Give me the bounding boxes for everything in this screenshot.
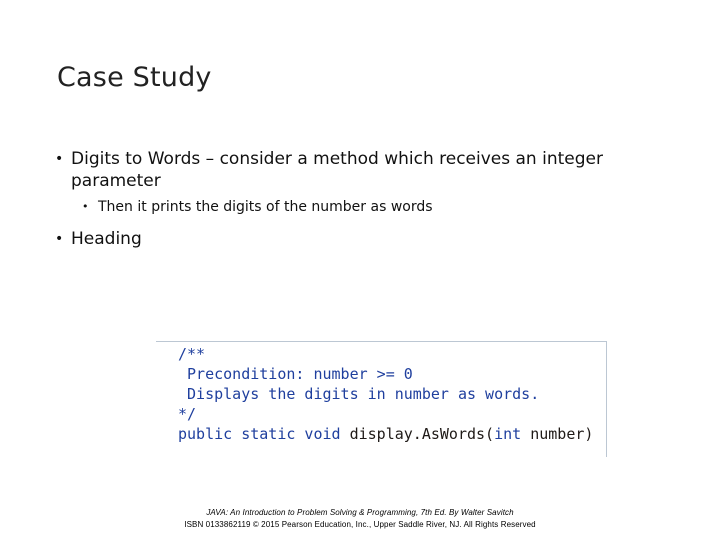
bullet-dot-icon: • xyxy=(82,200,89,213)
slide-title: Case Study xyxy=(57,62,212,93)
bullet-dot-icon: • xyxy=(55,231,64,247)
sub-bullet-text: Then it prints the digits of the number as words xyxy=(98,199,433,215)
bullet-item xyxy=(55,228,675,250)
footer-copyright: ISBN 0133862119 © 2015 Pearson Education, Inc., Upper Saddle River, NJ. All Rights Reserved xyxy=(184,520,536,529)
code-comment-line: */ xyxy=(178,405,197,423)
code-comment-line: Precondition: number >= 0 xyxy=(178,365,413,383)
code-param-rest: number) xyxy=(521,425,594,443)
code-comment-line: /** xyxy=(178,345,206,363)
code-block xyxy=(178,344,593,444)
sub-bullet-item xyxy=(82,198,675,216)
bullet-list xyxy=(55,148,675,250)
bullet-dot-icon: • xyxy=(55,151,64,167)
code-keywords: public static void xyxy=(178,425,341,443)
code-param-type: int xyxy=(494,425,522,443)
bullet-text: Digits to Words – consider a method which receives an integer parameter xyxy=(71,149,603,191)
code-comment-line: Displays the digits in number as words. xyxy=(178,385,540,403)
code-method-name: display.AsWords( xyxy=(340,425,495,443)
bullet-text: Heading xyxy=(71,229,142,249)
bullet-item xyxy=(55,148,675,192)
footer-citation: JAVA: An Introduction to Problem Solving & Programming, 7th Ed. By Walter Savitch xyxy=(206,508,514,517)
